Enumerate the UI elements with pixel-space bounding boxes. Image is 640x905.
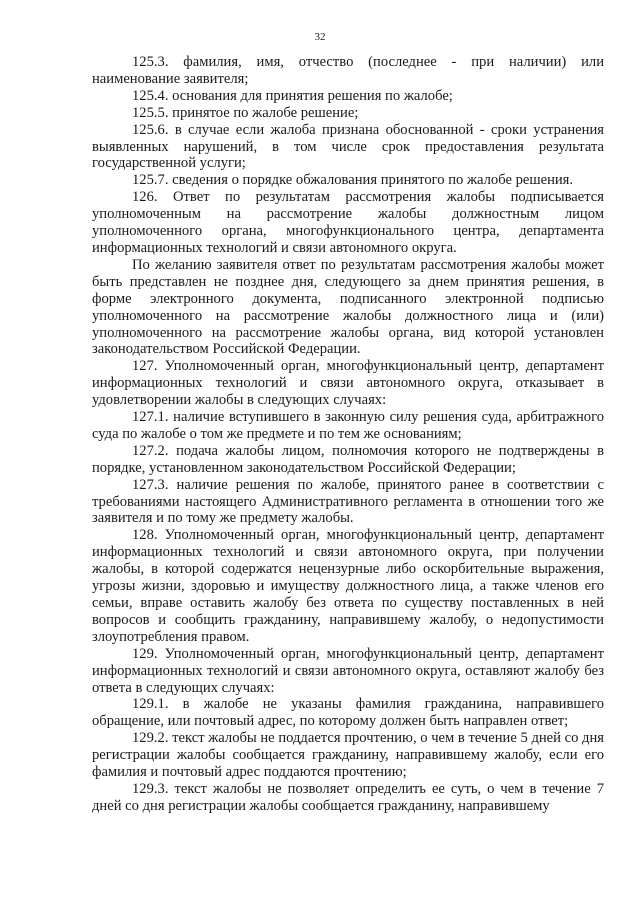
paragraph-129-3: 129.3. текст жалобы не позволяет определить ее суть, о чем в течение 7 дней со дня регистрации жалобы сообщается гражданину, направившему <box>92 780 604 814</box>
paragraph-129-1: 129.1. в жалобе не указаны фамилия гражданина, направившего обращение, или почтовый адрес, по которому должен быть направлен ответ; <box>92 696 604 730</box>
paragraph-127-1: 127.1. наличие вступившего в законную силу решения суда, арбитражного суда по жалобе о том же предмете и по тем же основаниям; <box>92 409 604 442</box>
paragraph-125-4: 125.4. основания для принятия решения по жалобе; <box>132 87 453 104</box>
paragraph-125-7: 125.7. сведения о порядке обжалования принятого по жалобе решения. <box>132 172 574 189</box>
paragraph-125-6: 125.6. в случае если жалоба признана обоснованной - сроки устранения выявленных нарушений, в том числе срок предоставления результата государственной услуги; <box>92 121 604 172</box>
paragraph-126: 126. Ответ по результатам рассмотрения жалобы подписывается уполномоченным на рассмотрение жалобы должностным лицом уполномоченного органа, многофункционального центра, департамента информационных технологий и связи автономного округа. <box>92 189 604 256</box>
paragraph-127-3: 127.3. наличие решения по жалобе, принятого ранее в соответствии с требованиями настоящего Административного регламента в отношении того же заявителя и по тому же предмету жалобы. <box>92 476 604 527</box>
paragraph-125-3: 125.3. фамилия, имя, отчество (последнее - при наличии) или наименование заявителя; <box>92 54 604 87</box>
paragraph-129: 129. Уполномоченный орган, многофункциональный центр, департамент информационных технологий и связи автономного округа, оставляют жалобу без ответа в следующих случаях: <box>92 645 604 696</box>
paragraph-128: 128. Уполномоченный орган, многофункциональный центр, департамент информационных технологий и связи автономного округа, при получении жалобы, в которой содержатся нецензурные либо оскорбительные выражения, угрозы жизни, здоровью и имуществу должностного лица, а также членов его семьи, вправе оставить жалобу без ответа по существу поставленных в ней вопросов и сообщить гражданину, направившему жалобу, о недопустимости злоупотребления правом. <box>92 527 604 645</box>
paragraph-126-electronic-answer: По желанию заявителя ответ по результатам рассмотрения жалобы может быть представлен не позднее дня, следующего за днем принятия решения, в форме электронного документа, подписанного электронной подписью уполномоченного на рассмотрение жалобы должностного лица и (или) уполномоченного на рассмотрение жалобы органа, вид которой установлен законодательством Российской Федерации. <box>92 256 604 358</box>
paragraph-125-5: 125.5. принятое по жалобе решение; <box>132 104 359 121</box>
paragraph-129-2: 129.2. текст жалобы не поддается прочтению, о чем в течение 5 дней со дня регистрации жалобы сообщается гражданину, направившему жалобу, если его фамилия и почтовый адрес поддаются прочтению; <box>92 730 604 781</box>
paragraph-127: 127. Уполномоченный орган, многофункциональный центр, департамент информационных технологий и связи автономного округа, отказывает в удовлетворении жалобы в следующих случаях: <box>92 358 604 409</box>
document-body <box>92 54 604 815</box>
page-number: 32 <box>314 31 326 43</box>
paragraph-127-2: 127.2. подача жалобы лицом, полномочия которого не подтверждены в порядке, установленном законодательством Российской Федерации; <box>92 442 604 476</box>
